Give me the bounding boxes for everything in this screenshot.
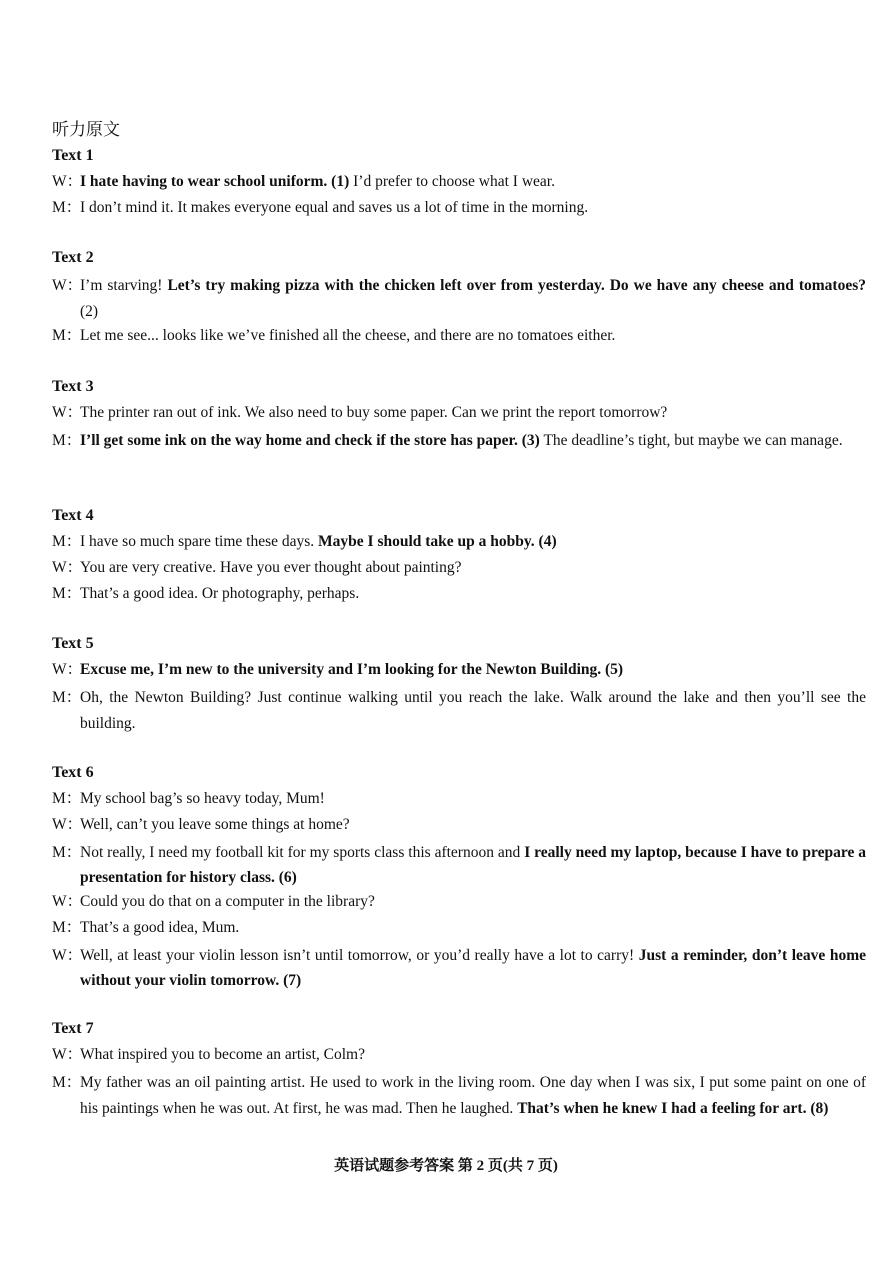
speaker-label: W：: [52, 277, 83, 294]
page-heading: 听力原文: [52, 120, 120, 139]
speaker-label: M：: [52, 919, 82, 936]
speaker-label: M：: [52, 790, 82, 807]
text-6-line-2: [52, 814, 838, 836]
speaker-label: M：: [52, 1074, 82, 1091]
text-6-line-6: [52, 943, 866, 993]
speaker-label: M：: [52, 432, 82, 449]
text-4-line-2: [52, 557, 838, 579]
dialogue-text: Oh, the Newton Building? Just continue walking until you reach the lake. Walk around the lake and then you’ll see the building.: [80, 689, 866, 732]
text-6-line-1: [52, 788, 838, 810]
speaker-label: M：: [52, 844, 82, 861]
text-1-line-1: [52, 171, 838, 193]
text-2-title: Text 2: [52, 249, 94, 266]
text-3-line-2: [52, 428, 866, 454]
dialogue-text: Not really, I need my football kit for my sports class this afternoon and: [80, 844, 525, 861]
speaker-label: W：: [52, 1046, 83, 1063]
text-6-line-3: [52, 840, 866, 890]
text-6-line-5: [52, 917, 838, 939]
answer-sentence: Just a reminder, don’t leave home without your violin tomorrow. (7): [80, 947, 866, 989]
dialogue-text: Could you do that on a computer in the library?: [80, 893, 375, 910]
text-5-title: Text 5: [52, 635, 94, 652]
dialogue-text: I don’t mind it. It makes everyone equal and saves us a lot of time in the morning.: [80, 199, 589, 216]
speaker-label: W：: [52, 816, 83, 833]
text-6-title: Text 6: [52, 764, 94, 781]
text-2-line-1: [52, 273, 866, 325]
answer-sentence: Let’s try making pizza with the chicken left over from yesterday. Do we have any cheese and tomatoes?: [167, 277, 867, 294]
speaker-label: M：: [52, 585, 82, 602]
speaker-label: M：: [52, 199, 82, 216]
text-7-line-1: [52, 1044, 838, 1066]
answer-sentence: I’ll get some ink on the way home and check if the store has paper. (3): [80, 432, 540, 449]
dialogue-text: I’m starving!: [80, 277, 168, 294]
text-4-line-3: [52, 583, 838, 605]
dialogue-text: That’s a good idea. Or photography, perhaps.: [80, 585, 360, 602]
text-5-line-2: [52, 685, 866, 737]
dialogue-text: That’s a good idea, Mum.: [80, 919, 240, 936]
answer-sentence: Excuse me, I’m new to the university and I’m looking for the Newton Building. (5): [80, 661, 624, 678]
answer-sentence: Maybe I should take up a hobby. (4): [318, 533, 557, 550]
dialogue-text: The printer ran out of ink. We also need to buy some paper. Can we print the report tomorrow?: [80, 404, 668, 421]
answer-sentence: I really need my laptop, because I have to prepare a presentation for history class. (6): [80, 844, 866, 886]
text-4-line-1: [52, 531, 838, 553]
page-footer: 英语试题参考答案 第 2 页(共 7 页): [334, 1158, 558, 1174]
text-5-line-1: [52, 659, 838, 681]
dialogue-text: I have so much spare time these days.: [80, 533, 319, 550]
answer-marker: (2): [80, 303, 99, 320]
dialogue-text: Well, can’t you leave some things at home?: [80, 816, 350, 833]
answer-sentence: That’s when he knew I had a feeling for art. (8): [517, 1100, 829, 1117]
dialogue-text: The deadline’s tight, but maybe we can manage.: [539, 432, 843, 449]
dialogue-text: My school bag’s so heavy today, Mum!: [80, 790, 325, 807]
speaker-label: W：: [52, 173, 83, 190]
speaker-label: W：: [52, 404, 83, 421]
text-1-line-2: [52, 197, 838, 219]
dialogue-text: Well, at least your violin lesson isn’t until tomorrow, or you’d really have a lot to carry!: [80, 947, 639, 964]
dialogue-text: My father was an oil painting artist. He used to work in the living room. One day when I was six, I put some paint on one of his paintings when he was out. At first, he was mad. Then he laughed.: [80, 1074, 866, 1117]
answer-sentence: I hate having to wear school uniform. (1): [80, 173, 350, 190]
text-3-title: Text 3: [52, 378, 94, 395]
speaker-label: W：: [52, 559, 83, 576]
speaker-label: W：: [52, 893, 83, 910]
text-3-line-1: [52, 402, 838, 424]
dialogue-text: I’d prefer to choose what I wear.: [349, 173, 555, 190]
dialogue-text: What inspired you to become an artist, Colm?: [80, 1046, 365, 1063]
text-7-line-2: [52, 1070, 866, 1122]
speaker-label: W：: [52, 661, 83, 678]
text-4-title: Text 4: [52, 507, 94, 524]
speaker-label: M：: [52, 689, 82, 706]
speaker-label: W：: [52, 947, 83, 964]
text-2-line-2: [52, 325, 838, 347]
dialogue-text: Let me see... looks like we’ve finished all the cheese, and there are no tomatoes either.: [80, 327, 616, 344]
text-6-line-4: [52, 891, 838, 913]
speaker-label: M：: [52, 327, 82, 344]
text-1-title: Text 1: [52, 147, 94, 164]
speaker-label: M：: [52, 533, 82, 550]
text-7-title: Text 7: [52, 1020, 94, 1037]
dialogue-text: You are very creative. Have you ever thought about painting?: [80, 559, 462, 576]
